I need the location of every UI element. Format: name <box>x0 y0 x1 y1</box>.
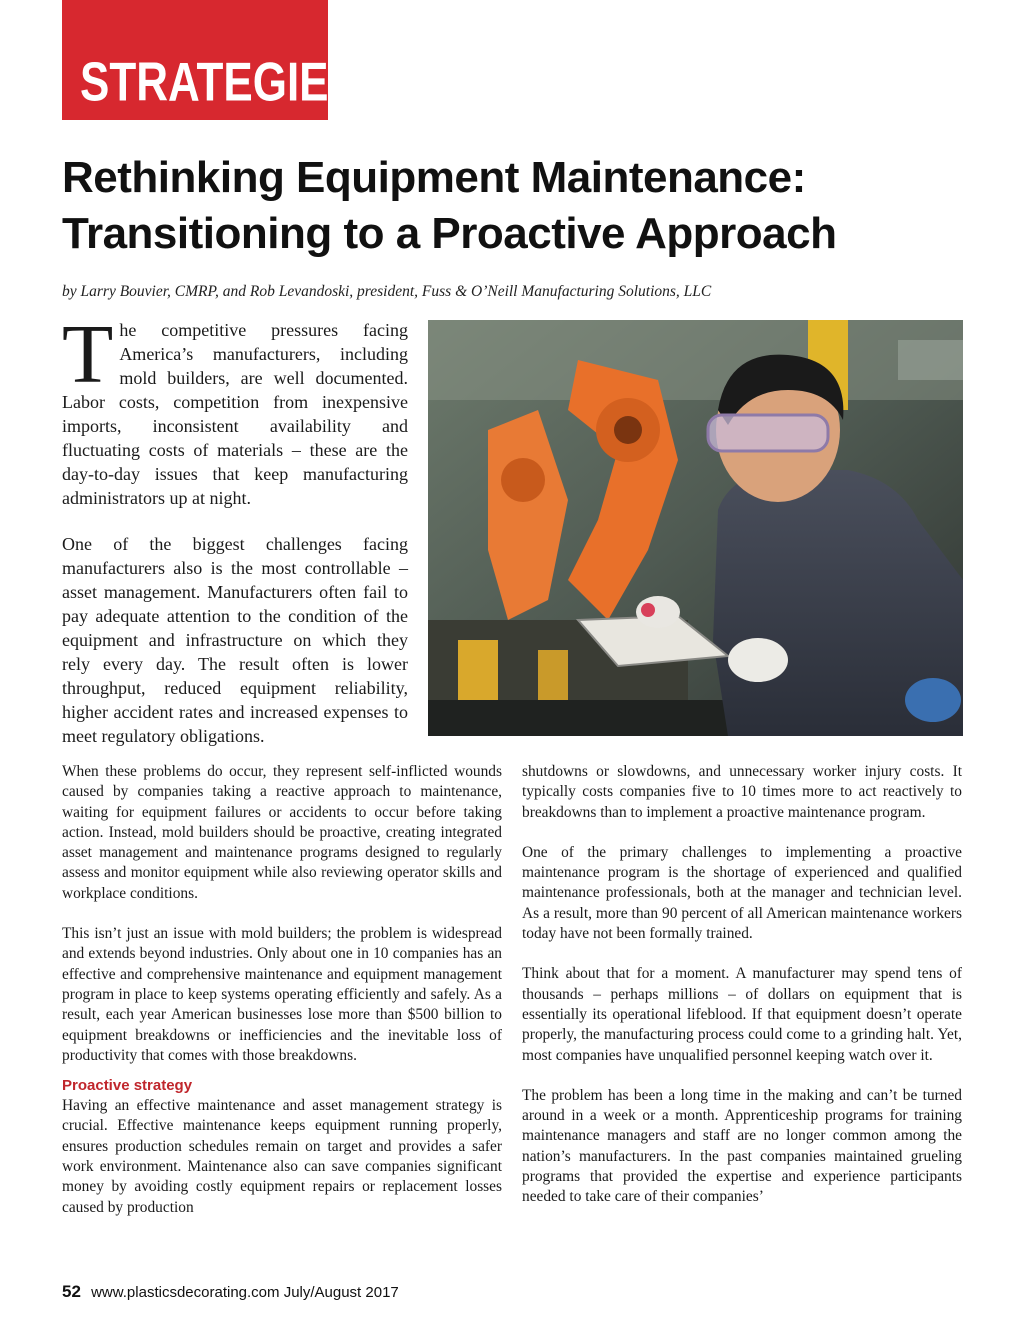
left-paragraph-2: This isn’t just an issue with mold builders; the problem is widespread and extends beyond industries. Only about one in 10 companies has an effective and comprehensive maintenance and equipment management program in place to keep systems operating efficiently and safely. As a result, each year American businesses lose more than $500 billion to equipment breakdowns or inefficiencies and the inevitable loss of productivity that comes with those breakdowns. <box>62 925 502 1064</box>
footer-issue: July/August 2017 <box>283 1284 399 1301</box>
right-paragraph-1: shutdowns or slowdowns, and unnecessary worker injury costs. It typically costs companies five to 10 times more to act reactively to breakdowns than to implement a proactive maintenance program. <box>522 763 962 821</box>
left-column <box>62 762 502 1238</box>
left-paragraph-3: Having an effective maintenance and asset management strategy is crucial. Effective maintenance keeps equipment running properly, ensures production schedules remain on target and provides a safer work environment. Maintenance also can save companies significant money by avoiding costly equipment repairs or replacement losses caused by production <box>62 1097 502 1216</box>
right-paragraph-4: The problem has been a long time in the making and can’t be turned around in a week or a month. Apprenticeship programs for training maintenance managers and staff are no longer common among the nation’s manufacturers. In the past companies maintained grueling programs that provided the expertise and experience participants needed to take care of their companies’ <box>522 1086 962 1206</box>
article-headline <box>62 150 962 262</box>
footer-website[interactable]: www.plasticsdecorating.com <box>91 1284 280 1301</box>
intro-paragraph-1-text: he competitive pressures facing America’s manufacturers, including mold builders, are well documented. Labor costs, competition from inexpensive imports, inconsistent availability and fluctuating costs of materials – these are the day-to-day issues that keep manufacturing administrators up at night. <box>62 320 408 508</box>
right-column <box>522 762 962 1228</box>
right-paragraph-3: Think about that for a moment. A manufacturer may spend tens of thousands – perhaps millions – of dollars on equipment that is essentially its operational lifeblood. If that equipment doesn’t operate properly, the manufacturing process could come to a grinding halt. Yet, most companies have unqualified personnel keeping watch over it. <box>522 965 962 1064</box>
intro-paragraph-1 <box>62 308 408 510</box>
technician-photo-illustration <box>428 320 963 736</box>
byline: by Larry Bouvier, CMRP, and Rob Levandoski, president, Fuss & O’Neill Manufacturing Solutions, LLC <box>62 283 712 300</box>
left-paragraph-1: When these problems do occur, they represent self-inflicted wounds caused by companies taking a reactive approach to maintenance, waiting for equipment failures or accidents to occur before taking action. Instead, mold builders should be proactive, creating integrated asset management and maintenance programs designed to regularly assess and monitor equipment while also reviewing operator skills and workplace conditions. <box>62 763 502 902</box>
intro-text <box>62 308 408 770</box>
headline-line-2: Transitioning to a Proactive Approach <box>62 209 837 258</box>
subhead-proactive-strategy: Proactive strategy <box>62 1077 193 1095</box>
section-tag-label: STRATEGIES <box>80 51 358 113</box>
intro-paragraph-2: One of the biggest challenges facing manufacturers also is the most controllable – asset management. Manufacturers often fail to pay adequate attention to the condition of the equipment and infrastructure on which they rely every day. The result often is lower throughput, reduced equipment reliability, higher accident rates and increased expenses to meet regulatory obligations. <box>62 534 408 746</box>
page-footer <box>62 1282 399 1302</box>
headline-line-1: Rethinking Equipment Maintenance: <box>62 153 806 202</box>
right-paragraph-2: One of the primary challenges to implementing a proactive maintenance program is the shortage of experienced and qualified maintenance professionals, both at the manager and technician level. As a result, more than 90 percent of all American maintenance workers today have not been formally trained. <box>522 843 962 943</box>
page-number: 52 <box>62 1282 81 1301</box>
article-photo <box>428 320 963 736</box>
section-tag <box>62 0 358 120</box>
drop-cap: T <box>62 308 114 401</box>
